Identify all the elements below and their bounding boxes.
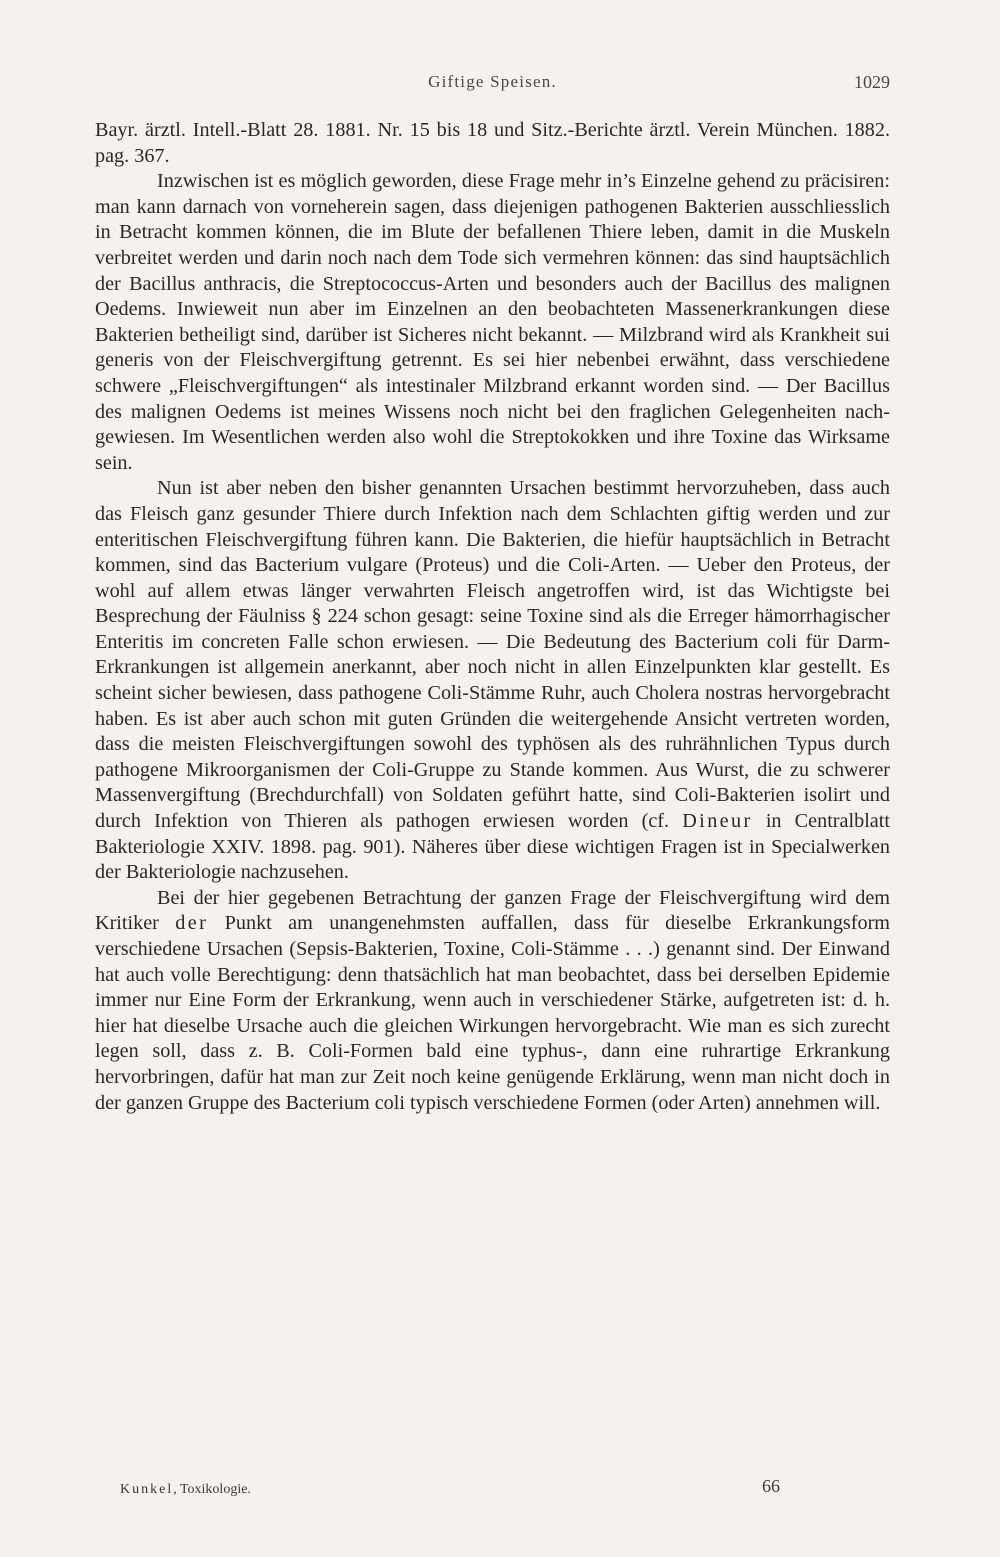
- page-footer: [120, 1476, 780, 1502]
- text-run: Punkt am unangenehmsten auffallen, dass für dieselbe Erkrankungsform verschiedene Ursachen (Sepsis-Bakterien, Toxine, Coli-Stämme . . .) genannt sind. Der Einwand hat auch volle Berechtigung: denn thatsächlich hat man beobachtet, dass bei derselben Epidemie immer nur Eine Form der Erkrankung, wenn auch in verschiedener Stärke, aufgetreten ist: d. h. hier hat dieselbe Ursache auch die gleichen Wirkungen hervorgebracht. Wie man es sich zurecht legen soll, dass z. B. Coli-Formen bald eine typhus-, dann eine ruhrartige Erkrankung hervorbringen, dafür hat man zur Zeit noch keine genügende Erklärung, wenn man nicht doch in der ganzen Gruppe des Bacterium coli typisch verschiedene Formen (oder Arten) annehmen will.: [95, 912, 891, 1114]
- paragraph: [95, 476, 890, 886]
- body-text: [95, 118, 890, 1116]
- emphasized-text: Dineur: [682, 810, 753, 833]
- paragraph: [95, 169, 890, 476]
- page-number: 1029: [854, 72, 890, 92]
- footer-author-title: [120, 1482, 251, 1498]
- running-title: Giftige Speisen.: [428, 72, 557, 91]
- text-run: Nun ist aber neben den bisher genannten Ursachen bestimmt hervorzuheben, dass auch das Fleisch ganz gesunder Thiere durch Infektion nach dem Schlachten giftig werden und zur enteritischen Fleischvergiftung führen kann. Die Bakterien, die hiefür hauptsächlich in Betracht kommen, sind das Bacterium vulgare (Proteus) und die Coli-Arten. — Ueber den Proteus, der wohl auf allem etwas länger verwahrten Fleisch angetroffen wird, ist das Wichtigste bei Besprechung der Fäulniss § 224 schon gesagt: seine Toxine sind als die Erreger hämorrhagischer Enteritis im concreten Falle schon erwiesen. — Die Bedeutung des Bacterium coli für Darm-Erkrankungen ist allgemein anerkannt, aber noch nicht in allen Einzelpunkten klar gestellt. Es scheint sicher bewiesen, dass pathogene Coli-Stämme Ruhr, auch Cholera nostras hervorgebracht haben. Es ist aber auch schon mit guten Gründen die weitergehende Ansicht vertreten worden, dass die meisten Fleischvergiftungen sowohl des typhösen als des ruhrähnlichen Typus durch pathogene Mikroorganismen der Coli-Gruppe zu Stande kommen. Aus Wurst, die zu schwerer Massenvergiftung (Brechdurchfall) von Soldaten geführt hatte, sind Coli-Bakterien isolirt und durch Infektion von Thieren als pathogen erwiesen worden (cf.: [95, 477, 890, 833]
- paragraph: [95, 118, 890, 169]
- running-header: [95, 72, 890, 100]
- text-run: in Centralblatt Bakteriologie XXIV. 1898. pag. 901). Näheres über diese wichtigen Fragen ist in Specialwerken der Bakteriologie nachzusehen.: [95, 810, 890, 884]
- text-run: Inzwischen ist es möglich geworden, diese Frage mehr in’s Einzelne gehend zu präcisiren: man kann darnach von vorneherein sagen, dass diejenigen pathogenen Bakterien ausschliesslich in Betracht kommen können, die im Blute der befallenen Thiere leben, damit in die Muskeln verbreitet werden und darin noch nach dem Tode sich vermehren können: das sind hauptsächlich der Bacillus anthracis, die Streptococcus-Arten und besonders auch der Bacillus des malignen Oedems. Inwieweit nun aber im Einzelnen an den beobachteten Massenerkrankungen diese Bakterien betheiligt sind, darüber ist Sicheres nicht bekannt. — Milzbrand wird als Krankheit sui generis von der Fleischvergiftung getrennt. Es sei hier nebenbei erwähnt, dass verschiedene schwere „Fleischvergiftungen“ als intestinaler Milzbrand erkannt worden sind. — Der Bacillus des malignen Oedems ist meines Wissens noch nicht bei den fraglichen Gelegenheiten nachgewiesen. Im Wesentlichen werden also wohl die Streptokokken und ihre Toxine das Wirksame sein.: [95, 170, 890, 474]
- footer-book-title: , Toxikologie.: [173, 1482, 251, 1497]
- text-run: Bei der hier gegebenen Betrachtung der ganzen Frage der Fleischvergiftung wird dem Kritiker: [95, 886, 890, 935]
- text-run: Bayr. ärztl. Intell.-Blatt 28. 1881. Nr. 15 bis 18 und Sitz.-Berichte ärztl. Verein München. 1882. pag. 367.: [95, 119, 890, 167]
- signature-mark: 66: [762, 1476, 780, 1496]
- paragraph: [95, 886, 890, 1116]
- footer-author: Kunkel: [120, 1482, 174, 1497]
- emphasized-text: der: [175, 912, 209, 935]
